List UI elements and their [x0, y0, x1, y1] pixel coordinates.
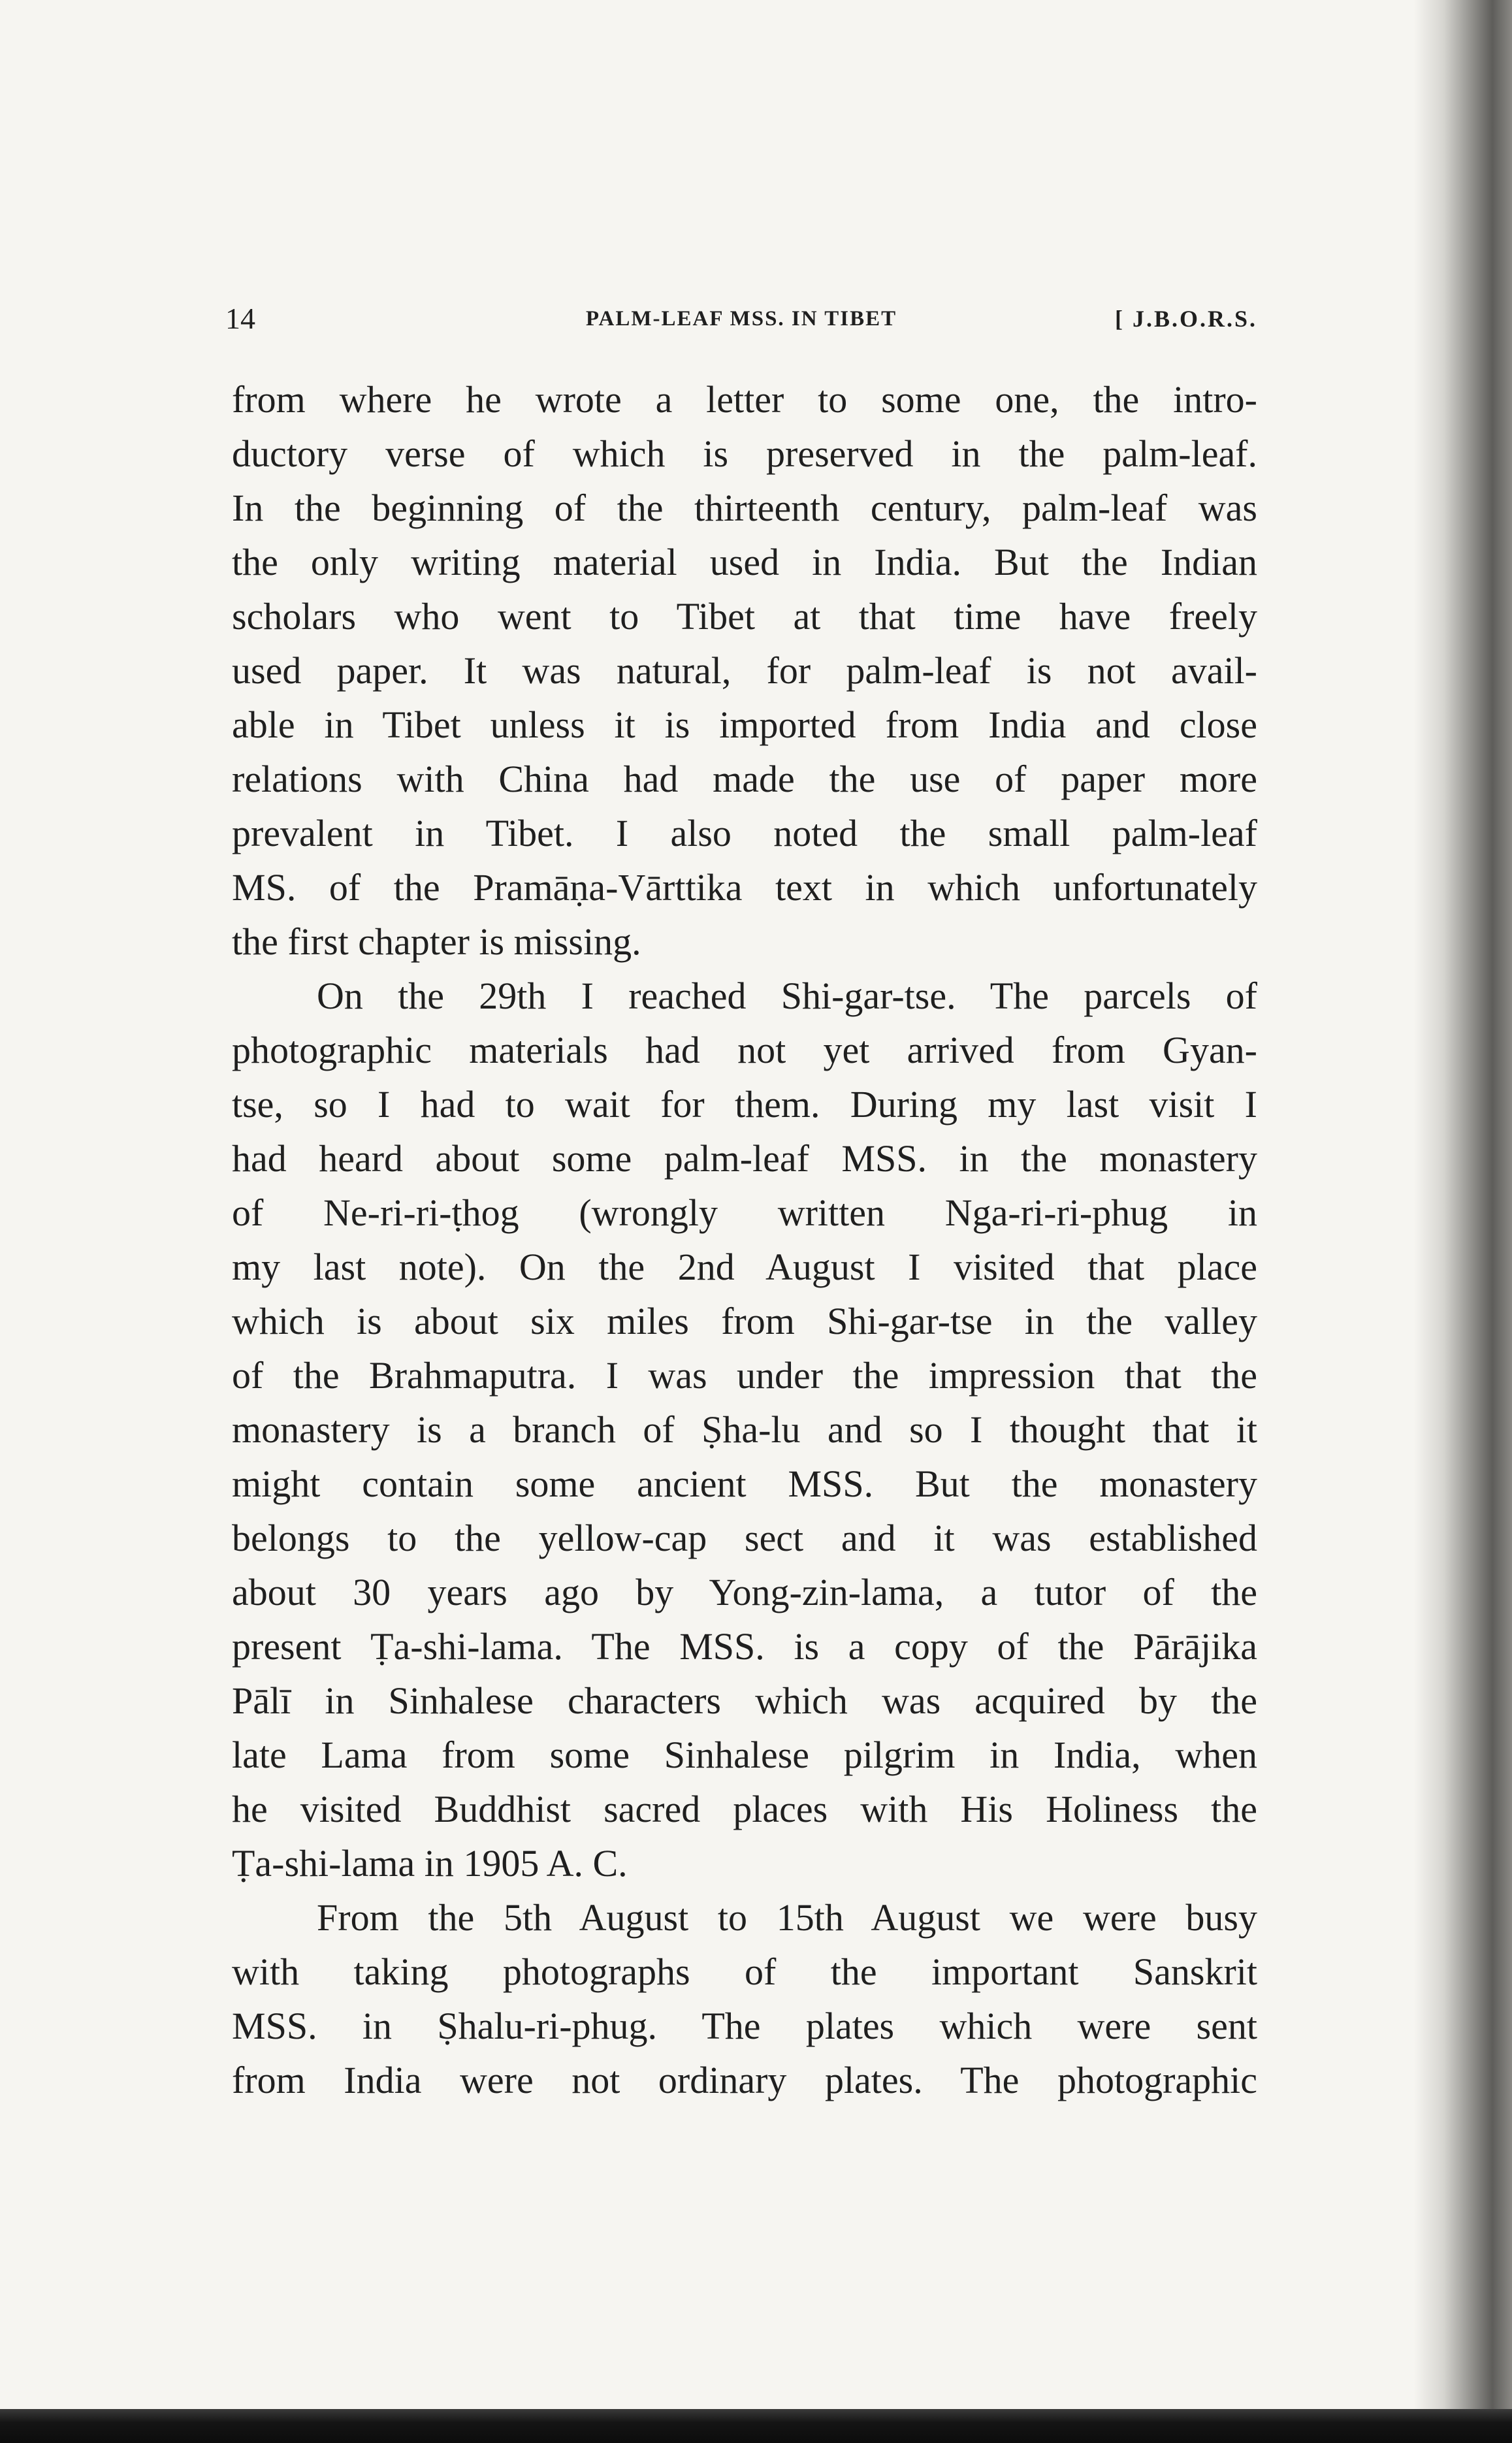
running-title: PALM-LEAF MSS. IN TIBET — [585, 307, 897, 331]
text-line: used paper. It was natural, for palm-leaf is not avail- — [232, 649, 1257, 692]
text-line: might contain some ancient MSS. But the monastery — [232, 1463, 1257, 1505]
text-line: present Ṭa-shi-lama. The MSS. is a copy of the Pārājika — [232, 1625, 1257, 1668]
text-line: ductory verse of which is preserved in the palm-leaf. — [232, 432, 1257, 475]
text-line: In the beginning of the thirteenth century, palm-leaf was — [232, 487, 1257, 529]
body-text — [232, 372, 1257, 2107]
page-number: 14 — [225, 302, 255, 335]
text-line: tse, so I had to wait for them. During my last visit I — [232, 1083, 1257, 1125]
paragraph — [232, 969, 1257, 1890]
text-line: the first chapter is missing. — [232, 920, 641, 963]
text-line: the only writing material used in India. But the Indian — [232, 541, 1257, 583]
text-line: of the Brahmaputra. I was under the impression that the — [232, 1354, 1257, 1397]
text-line: from where he wrote a letter to some one, the intro- — [232, 378, 1257, 421]
text-line: about 30 years ago by Yong-zin-lama, a tutor of the — [232, 1571, 1257, 1613]
text-line: scholars who went to Tibet at that time have freely — [232, 595, 1257, 638]
page-edge-shadow — [1414, 0, 1512, 2443]
text-line: MSS. in Ṣhalu-ri-phug. The plates which were sent — [232, 2005, 1257, 2047]
text-line: photographic materials had not yet arrived from Gyan- — [232, 1029, 1257, 1071]
text-line: monastery is a branch of Ṣha-lu and so I thought that it — [232, 1408, 1257, 1451]
paragraph — [232, 1890, 1257, 2107]
text-line: he visited Buddhist sacred places with His Holiness the — [232, 1788, 1257, 1830]
scan-bottom-edge — [0, 2409, 1512, 2443]
text-line: of Ne-ri-ri-ṭhog (wrongly written Nga-ri-ri-phug in — [232, 1191, 1257, 1234]
text-line: prevalent in Tibet. I also noted the small palm-leaf — [232, 812, 1257, 854]
journal-abbreviation: [ J.B.O.R.S. — [1114, 306, 1257, 332]
text-line: with taking photographs of the important Sanskrit — [232, 1950, 1257, 1993]
text-line: From the 5th August to 15th August we were busy — [317, 1896, 1257, 1939]
text-line: from India were not ordinary plates. The photographic — [232, 2059, 1257, 2101]
text-line: able in Tibet unless it is imported from India and close — [232, 704, 1257, 746]
text-line: had heard about some palm-leaf MSS. in the monastery — [232, 1137, 1257, 1180]
text-line: MS. of the Pramāṇa-Vārttika text in which unfortunately — [232, 866, 1257, 909]
paragraph — [232, 372, 1257, 969]
text-line: belongs to the yellow-cap sect and it was established — [232, 1517, 1257, 1559]
page-header — [225, 299, 1257, 338]
text-line: Ṭa-shi-lama in 1905 A. C. — [232, 1842, 628, 1885]
text-line: On the 29th I reached Shi-gar-tse. The parcels of — [317, 975, 1257, 1017]
text-line: Pālī in Sinhalese characters which was acquired by the — [232, 1679, 1257, 1722]
text-line: which is about six miles from Shi-gar-tse in the valley — [232, 1300, 1257, 1342]
text-line: my last note). On the 2nd August I visited that place — [232, 1246, 1257, 1288]
text-line: relations with China had made the use of paper more — [232, 758, 1257, 800]
text-line: late Lama from some Sinhalese pilgrim in India, when — [232, 1734, 1257, 1776]
